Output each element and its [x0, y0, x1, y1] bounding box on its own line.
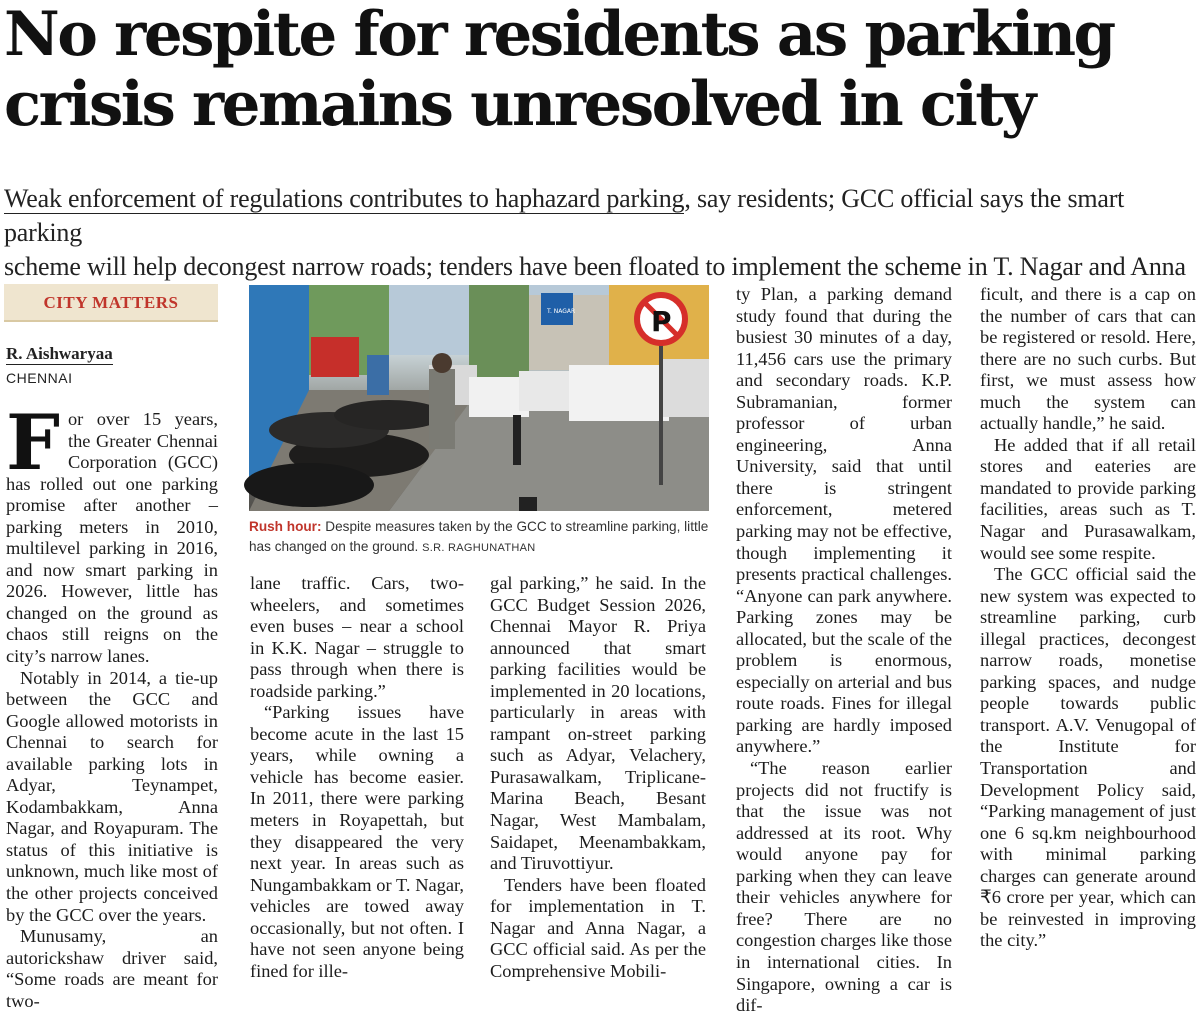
street-sign-text: T. NAGAR: [547, 308, 576, 315]
headline-line-2: crisis remains unresolved in city: [4, 69, 1034, 140]
article-column-1: [6, 398, 218, 1012]
paragraph: “Parking issues have become acute in the last 15 years, while owning a vehicle has become easier. In 2011, there were parking meters in Royapettah, but they disappeared the very next year. In areas such as Nungambakkam or T. Nagar, vehicles are towed away occasionally, but not often. I have not seen anyone being fined for ille-: [250, 702, 464, 981]
street-parking-photo: [249, 285, 709, 511]
paragraph: Tenders have been floated for implementation in T. Nagar and Anna Nagar, a GCC official said. As per the Comprehensive Mobili-: [490, 874, 706, 981]
paragraph: Notably in 2014, a tie-up between the GCC and Google allowed motorists in Chennai to search for available parking lots in Adyar, Teynampet, Kodambakkam, Anna Nagar, and Royapuram. The status of this initiative is unknown, much like most of the other projects conceived by the GCC over the years.: [6, 667, 218, 925]
caption-text: Despite measures taken by the GCC to streamline parking, little has changed on the ground.: [249, 519, 709, 554]
no-parking-sign-text: P: [651, 305, 672, 338]
standfirst-underlined: Weak enforcement of regulations contributes to haphazard parking: [4, 184, 685, 213]
article-column-3: [490, 573, 706, 982]
paragraph: The GCC official said the new system was expected to streamline parking, curb illegal practices, decongest narrow roads, monetise parking spaces, and nudge people towards public transport. A.V. Venugopal of the Institute for Transportation and Development Policy said, “Parking management of just one 6 sq.km neighbourhood with minimal parking charges can generate around ₹6 crore per year, which can be reinvested in improving the city.”: [980, 564, 1196, 951]
paragraph: ficult, and there is a cap on the number of cars that can be registered or resold. Here, there are no such curbs. But first, we must assess how much the system can actually handle,” he said.: [980, 284, 1196, 434]
paragraph: ty Plan, a parking demand study found that during the busiest 30 minutes of a day, 11,456 cars use the primary and secondary roads. K.P. Subramanian, former professor of urban engineering, Anna University, said that until there is stringent enforcement, metered parking may not be effective, though implementing it presents practical challenges. “Anyone can park anywhere. Parking zones may be allocated, but the scale of the problem is enormous, especially on arterial and bus route roads. Fines for illegal parking are hardly imposed anywhere.”: [736, 284, 952, 757]
paragraph: For over 15 years, the Greater Chennai Corporation (GCC) has rolled out one parking promise after another – parking meters in 2010, multilevel parking in 2016, and now smart parking in 2026. However, little has changed on the ground as chaos still reigns on the city’s narrow lanes.: [6, 398, 218, 667]
paragraph: He added that if all retail stores and eateries are mandated to provide parking facilities, areas such as T. Nagar and Purasawalkam, would see some respite.: [980, 434, 1196, 563]
paragraph: lane traffic. Cars, two-wheelers, and sometimes even buses – near a school in K.K. Nagar – struggle to pass through when there is roadside parking.”: [250, 573, 464, 701]
paragraph: Munusamy, an autorickshaw driver said, “Some roads are meant for two-: [6, 926, 218, 1011]
dateline: CHENNAI: [6, 370, 73, 386]
article-column-4: [736, 284, 952, 1017]
headline-line-1: No respite for residents as parking: [4, 0, 1114, 70]
byline: R. Aishwaryaa: [6, 344, 113, 363]
paragraph: “The reason earlier projects did not fructify is that the issue was not addressed at its root. Why would anyone pay for parking when they can leave their vehicles anywhere for free? There are no congestion charges like those in international cities. In Singapore, owning a car is dif-: [736, 758, 952, 1016]
photo-illustration: [249, 285, 709, 511]
article-column-5: [980, 284, 1196, 952]
standfirst-rest: , say residents; GCC official says the smart parking: [4, 184, 1125, 247]
photo-credit: S.R. RAGHUNATHAN: [422, 542, 536, 554]
paragraph: gal parking,” he said. In the GCC Budget Session 2026, Chennai Mayor R. Priya announced that smart parking facilities would be implemented in 20 locations, particularly in areas with rampant on-street parking such as Adyar, Velachery, Purasawalkam, Triplicane-Marina Beach, Besant Nagar, West Mambalam, Saidapet, Meenambakkam, and Tiruvottiyur.: [490, 573, 706, 874]
caption-lead: Rush hour:: [249, 519, 322, 534]
drop-cap: F: [6, 398, 60, 487]
standfirst-line-2: scheme will help decongest narrow roads; tenders have been floated to implement the scheme in T. Nagar and Anna: [4, 252, 1186, 281]
photo-caption: [249, 517, 711, 558]
article-column-2: [250, 573, 464, 982]
headline: [4, 0, 1196, 140]
section-kicker: CITY MATTERS: [4, 284, 218, 322]
